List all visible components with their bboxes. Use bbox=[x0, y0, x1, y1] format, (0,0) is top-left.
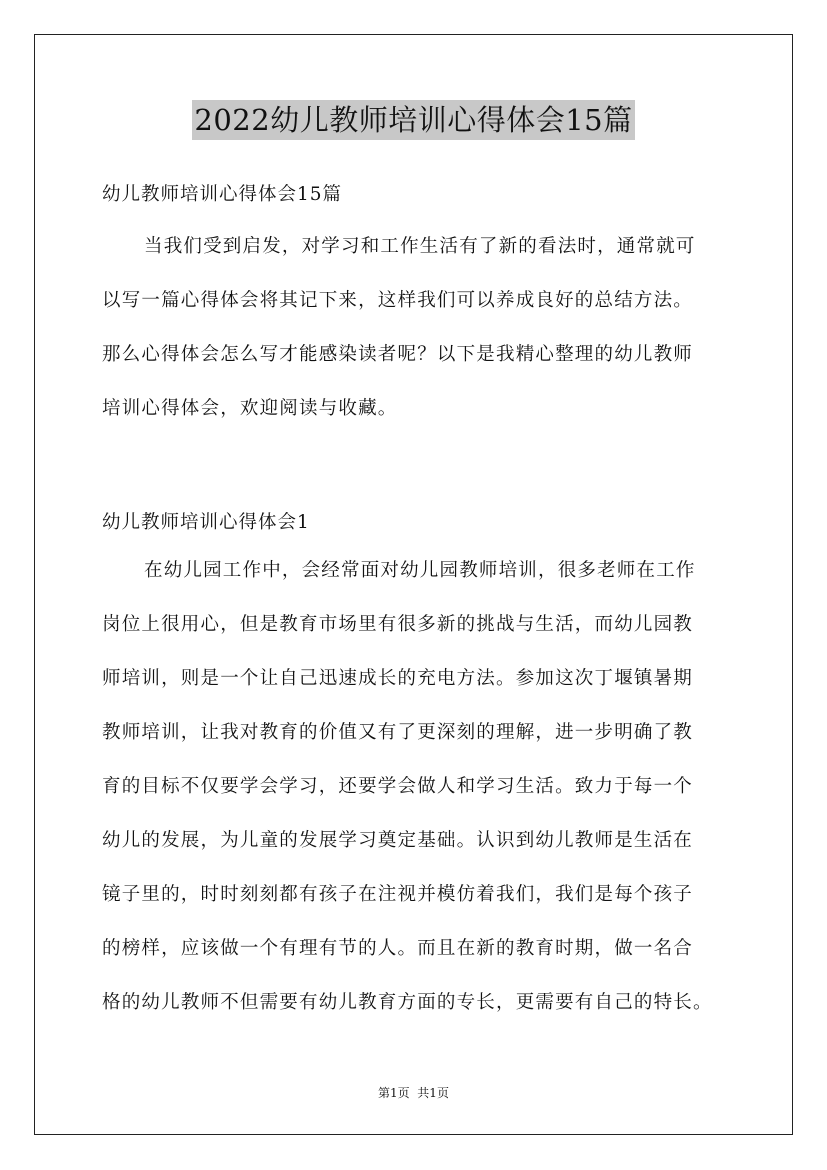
document-title: 2022幼儿教师培训心得体会15篇 bbox=[192, 100, 634, 140]
paragraph-line: 镜子里的，时时刻刻都有孩子在注视并模仿着我们，我们是每个孩子 bbox=[102, 884, 694, 905]
paragraph-line: 教师培训，让我对教育的价值又有了更深刻的理解，进一步明确了教 bbox=[102, 722, 694, 743]
paragraph-line: 幼儿的发展，为儿童的发展学习奠定基础。认识到幼儿教师是生活在 bbox=[102, 830, 694, 851]
paragraph-line: 以写一篇心得体会将其记下来，这样我们可以养成良好的总结方法。 bbox=[102, 290, 694, 311]
paragraph-line: 格的幼儿教师不但需要有幼儿教育方面的专长，更需要有自己的特长。 bbox=[102, 992, 713, 1013]
paragraph-line: 师培训，则是一个让自己迅速成长的充电方法。参加这次丁堰镇暑期 bbox=[102, 668, 694, 689]
intro-paragraph bbox=[102, 220, 742, 436]
page-number-footer: 第1页 共1页 bbox=[378, 1086, 449, 1100]
paragraph-line: 的榜样，应该做一个有理有节的人。而且在新的教育时期，做一名合 bbox=[102, 938, 694, 959]
section-paragraph bbox=[102, 544, 742, 1030]
title-wrapper bbox=[0, 100, 827, 140]
paragraph-line: 那么心得体会怎么写才能感染读者呢？以下是我精心整理的幼儿教师 bbox=[102, 344, 694, 365]
paragraph-line: 在幼儿园工作中，会经常面对幼儿园教师培训，很多老师在工作 bbox=[144, 560, 696, 581]
paragraph-line: 岗位上很用心，但是教育市场里有很多新的挑战与生活，而幼儿园教 bbox=[102, 614, 694, 635]
section-heading: 幼儿教师培训心得体会1 bbox=[102, 512, 310, 533]
paragraph-line: 培训心得体会，欢迎阅读与收藏。 bbox=[102, 398, 398, 419]
paragraph-line: 当我们受到启发，对学习和工作生活有了新的看法时，通常就可 bbox=[144, 236, 696, 257]
paragraph-line: 育的目标不仅要学会学习，还要学会做人和学习生活。致力于每一个 bbox=[102, 776, 694, 797]
document-subtitle: 幼儿教师培训心得体会15篇 bbox=[102, 184, 343, 205]
